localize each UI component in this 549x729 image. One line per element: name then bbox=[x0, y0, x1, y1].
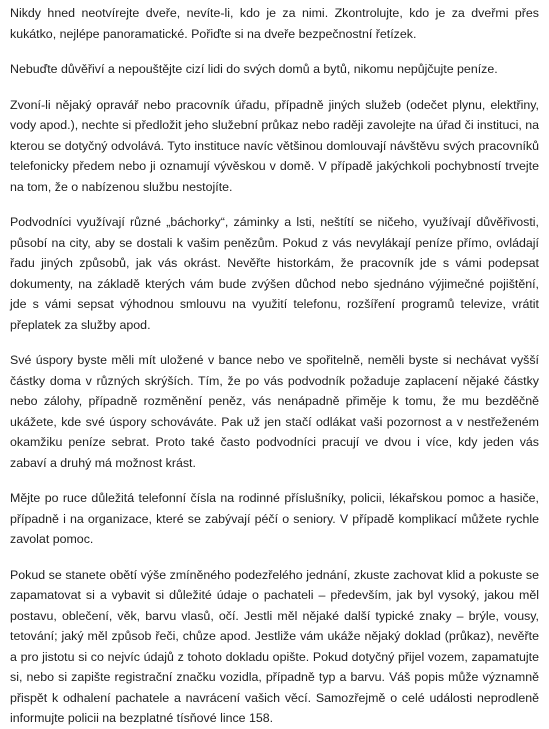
paragraph-door-safety: Nikdy hned neotvírejte dveře, nevíte-li, kdo je za nimi. Zkontrolujte, kdo je za dveřmi přes kukátko, nejlépe panoramatické. Pořiďte si na dveře bezpečnostní řetízek. bbox=[10, 6, 539, 41]
paragraph-fraud-tactics: Podvodníci využívají různé „báchorky“, záminky a lsti, neštítí se ničeho, využívají důvěřivosti, působí na city, aby se dostali k vašim penězům. Pokud z vás nevylákají peníze přímo, ovládají řadu jiných způsobů, jak vás okrást. Nevěřte historkám, že pracovník jde s vámi podepsat dokumenty, na základě kterých vám bude zvýšen důchod nebo sjednáno výjimečné pojištění, jde s vámi sepsat výhodnou smlouvu na využití telefonu, rozšíření programů televize, vrátit přeplatek za služby apod. bbox=[10, 215, 539, 332]
paragraph-service-workers: Zvoní-li nějaký opravář nebo pracovník úřadu, případně jiných služeb (odečet plynu, elektřiny, vody apod.), nechte si předložit jeho služební průkaz nebo raději zavolejte na úřad či instituci, na kterou se dotyčný odvolává. Tyto instituce navíc většinou domlouvají návštěvu svých pracovníků telefonicky předem nebo ji oznamují vývěskou v domě. V případě jakýchkoli pochybností trvejte na tom, že o nabízenou službu nestojíte. bbox=[10, 97, 539, 194]
paragraph-victim-instructions: Pokud se stanete obětí výše zmíněného podezřelého jednání, zkuste zachovat klid a pokuste se zapamatovat si a vybavit si důležité údaje o pachateli – především, jak byl vysoký, jakou měl postavu, oblečení, věk, barvu vlasů, očí. Jestli měl nějaké další typické znaky – brýle, vousy, tetování; jaký měl způsob řeči, chůze apod. Jestliže vám ukáže nějaký doklad (průkaz), nevěřte a pro jistotu si co nejvíc údajů z tohoto dokladu opište. Pokud dotyčný přijel vozem, zapamatujte si, nebo si zapište registrační značku vozidla, případně typ a barvu. Váš popis může významně přispět k odhalení pachatele a navrácení vašich věcí. Samozřejmě o celé události neprodleně informujte policii na bezplatné tísňové lince 158. bbox=[10, 567, 539, 725]
paragraph-savings: Své úspory byste měli mít uložené v bance nebo ve spořitelně, neměli byste si nechávat vyšší částky doma v různých skrýších. Tím, že po vás podvodník požaduje zaplacení nějaké částky nebo zálohy, případně rozměnění peněz, vás nenápadně přiměje k tomu, že mu bezděčně ukážete, kde své úspory schováváte. Pak už jen stačí odlákat vaši pozornost a v nestřeženém okamžiku peníze sebrat. Proto také často podvodníci pracují ve dvou i více, kdy jeden vás zabaví a druhý má možnost krást. bbox=[10, 353, 539, 470]
paragraph-phone-numbers: Mějte po ruce důležitá telefonní čísla na rodinné příslušníky, policii, lékařskou pomoc a hasiče, případně i na organizace, které se zabývají péčí o seniory. V případě komplikací můžete rychle zavolat pomoc. bbox=[10, 491, 539, 546]
paragraph-trust-strangers: Nebuďte důvěřiví a nepouštějte cizí lidi do svých domů a bytů, nikomu nepůjčujte peníze. bbox=[10, 62, 498, 76]
